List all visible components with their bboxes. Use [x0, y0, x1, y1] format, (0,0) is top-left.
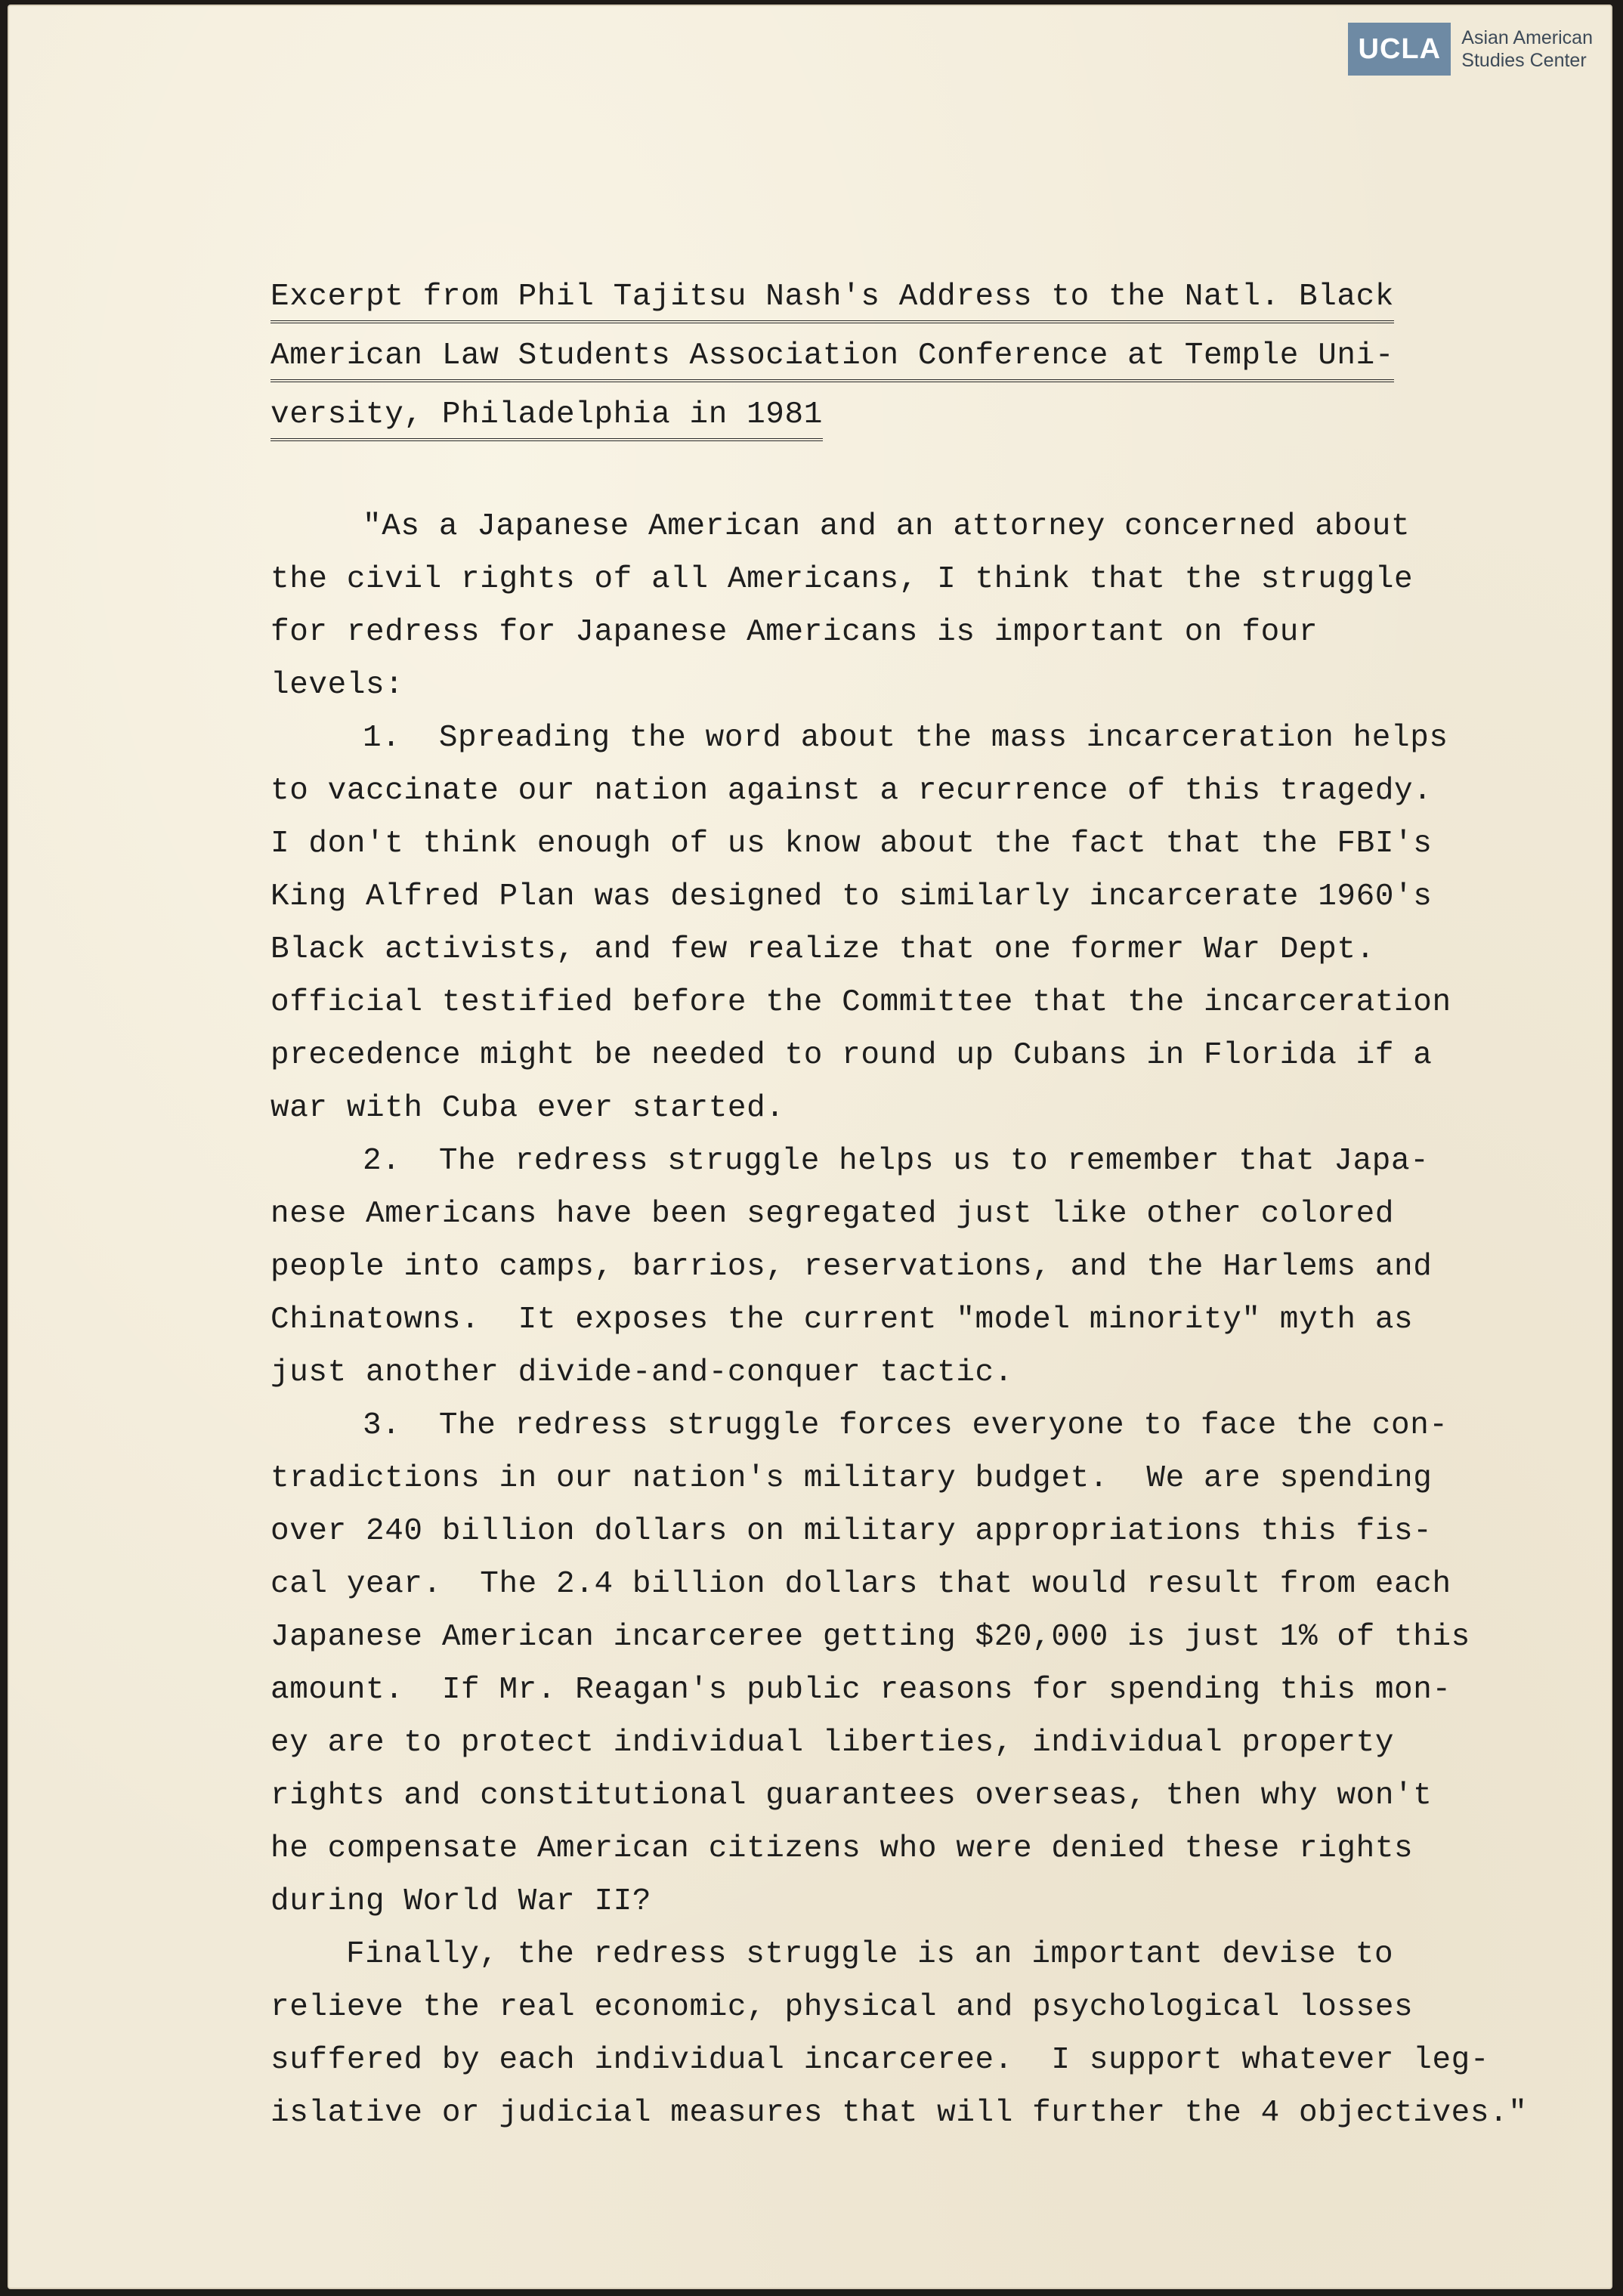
text-line: official testified before the Committee that the incarceration [270, 985, 1451, 1020]
point-2-paragraph [270, 1135, 1479, 1399]
closing-paragraph [270, 1928, 1528, 2140]
ucla-aasc-badge [1348, 23, 1593, 76]
text-line: levels: [270, 668, 404, 703]
text-line: "As a Japanese American and an attorney concerned about [363, 509, 1411, 544]
heading-line-2: American Law Students Association Conference at Temple Uni- [270, 332, 1394, 382]
text-line: the civil rights of all Americans, I think that the struggle [270, 562, 1414, 597]
point-3-paragraph [270, 1399, 1479, 1928]
text-line: Chinatowns. It exposes the current "model minority" myth as [270, 1303, 1414, 1337]
text-line: cal year. The 2.4 billion dollars that would result from each [270, 1567, 1451, 1602]
text-line: relieve the real economic, physical and psychological losses [270, 1990, 1414, 2025]
ucla-logo: UCLA [1348, 23, 1451, 76]
text-line: to vaccinate our nation against a recurrence of this tragedy. [270, 774, 1433, 808]
org-name [1461, 26, 1593, 72]
intro-paragraph [270, 500, 1479, 712]
typed-document [270, 270, 1528, 2140]
text-line: during World War II? [270, 1884, 652, 1919]
text-line: rights and constitutional guarantees overseas, then why won't [270, 1778, 1433, 1813]
text-line: King Alfred Plan was designed to similarly incarcerate 1960's [270, 879, 1433, 914]
text-line: people into camps, barrios, reservations, and the Harlems and [270, 1250, 1433, 1284]
text-line: I don't think enough of us know about the fact that the FBI's [270, 827, 1433, 861]
text-line: over 240 billion dollars on military appropriations this fis- [270, 1514, 1433, 1549]
document-heading [270, 270, 1479, 447]
text-line: 1. Spreading the word about the mass incarceration helps [363, 721, 1448, 756]
text-line: amount. If Mr. Reagan's public reasons for spending this mon- [270, 1673, 1451, 1707]
text-line: just another divide-and-conquer tactic. [270, 1355, 1013, 1390]
text-line: Japanese American incarceree getting $20,000 is just 1% of this [270, 1620, 1470, 1655]
text-line: Finally, the redress struggle is an important devise to [346, 1937, 1394, 1972]
text-line: islative or judicial measures that will further the 4 objectives." [270, 2096, 1528, 2131]
text-line: war with Cuba ever started. [270, 1091, 785, 1126]
org-name-line-2: Studies Center [1461, 50, 1587, 71]
text-line: ey are to protect individual liberties, individual property [270, 1726, 1395, 1760]
text-line: precedence might be needed to round up Cubans in Florida if a [270, 1038, 1433, 1073]
text-line: nese Americans have been segregated just like other colored [270, 1197, 1395, 1231]
text-line: tradictions in our nation's military budget. We are spending [270, 1461, 1433, 1496]
org-name-line-1: Asian American [1461, 27, 1593, 48]
point-1-paragraph [270, 712, 1479, 1135]
text-line: 2. The redress struggle helps us to remember that Japa- [363, 1144, 1430, 1179]
text-line: suffered by each individual incarceree. I support whatever leg- [270, 2043, 1490, 2078]
heading-line-1: Excerpt from Phil Tajitsu Nash's Address to the Natl. Black [270, 273, 1394, 323]
text-line: he compensate American citizens who were denied these rights [270, 1831, 1414, 1866]
text-line: for redress for Japanese Americans is important on four [270, 615, 1318, 650]
text-line: Black activists, and few realize that one former War Dept. [270, 932, 1375, 967]
heading-line-3: versity, Philadelphia in 1981 [270, 391, 823, 441]
document-page [8, 5, 1612, 2289]
text-line: 3. The redress struggle forces everyone to face the con- [363, 1408, 1448, 1443]
